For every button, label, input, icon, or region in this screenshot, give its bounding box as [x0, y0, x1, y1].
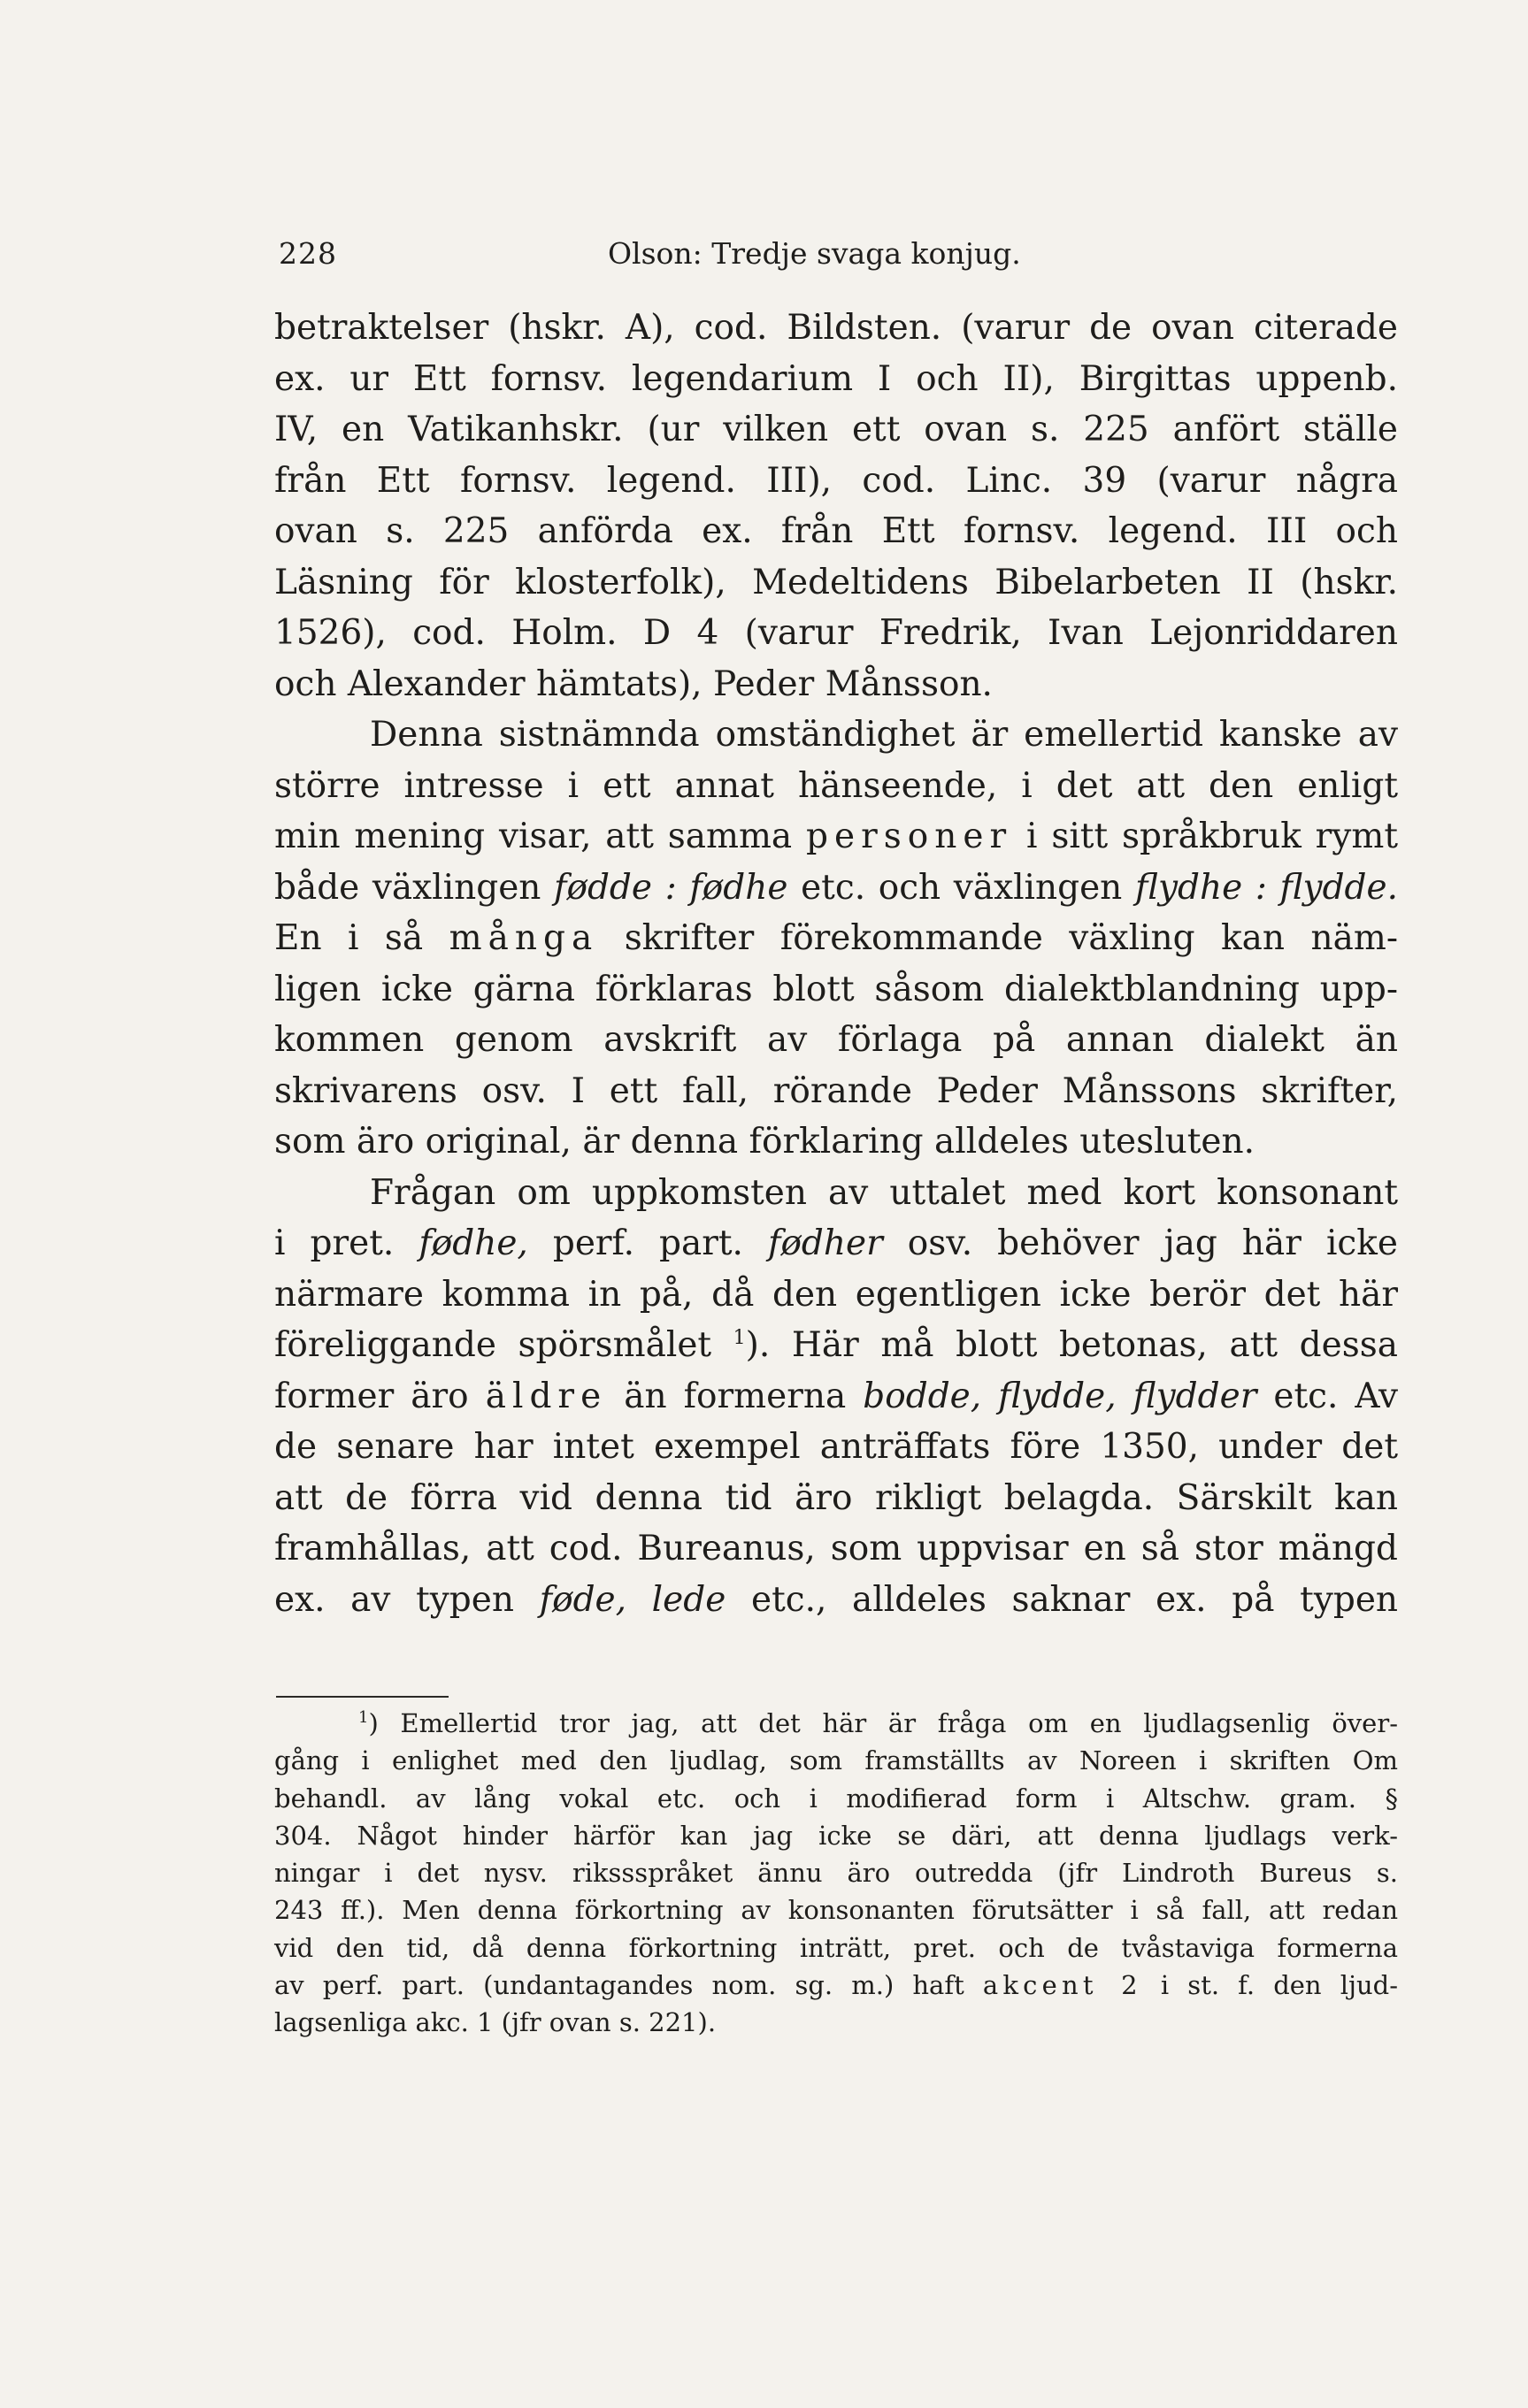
text-line: betraktelser (hskr. A), cod. Bildsten. (varur de ovan citerade: [274, 308, 1398, 348]
text-segment: i sitt språkbruk rymt: [1026, 817, 1398, 856]
text-line: Läsning för klosterfolk), Medeltidens Bibelarbeten II (hskr.: [274, 562, 1398, 602]
text-line: [274, 1575, 1398, 1626]
text-line: kommen genom avskrift av förlaga på annan dialekt än: [274, 1020, 1398, 1060]
italic-form: fødher: [768, 1223, 883, 1263]
text-segment: föreliggande spörsmålet: [274, 1325, 712, 1365]
text-line: större intresse i ett annat hänseende, i det att den enligt: [274, 765, 1398, 806]
footnote-line: 304. Något hinder härför kan jag icke se däri, att denna ljudlags verk-: [274, 1820, 1398, 1851]
text-segment: ex. av typen: [274, 1579, 514, 1620]
text-line: IV, en Vatikanhskr. (ur vilken ett ovan s. 225 anfört ställe: [274, 410, 1398, 449]
text-segment: än formerna: [624, 1376, 847, 1416]
text-segment: i pret.: [274, 1223, 395, 1263]
text-line: [274, 1371, 1398, 1423]
text-segment: av perf. part. (undantagandes nom. sg. m.) haft: [274, 1970, 964, 2001]
text-line: ligen icke gärna förklaras blott såsom dialektblandning upp-: [274, 969, 1398, 1009]
italic-form: flydhe : flydde.: [1134, 867, 1398, 908]
text-segment: både växlingen: [274, 867, 541, 908]
footnote-reference[interactable]: 1: [733, 1327, 746, 1349]
text-line: att de förra vid denna tid äro rikligt belagda. Särskilt kan: [274, 1477, 1398, 1518]
text-line: de senare har intet exempel anträffats före 1350, under det: [274, 1427, 1398, 1467]
text-line: från Ett fornsv. legend. III), cod. Linc. 39 (varur några: [274, 460, 1398, 501]
footnote-line: ningar i det nysv. rikssspråket ännu äro outredda (jfr Lindroth Bureus s.: [274, 1858, 1398, 1889]
text-line: framhållas, att cod. Bureanus, som uppvisar en så stor mängd: [274, 1529, 1398, 1568]
text-line: [274, 913, 1398, 964]
main-text: [274, 303, 1398, 1625]
text-segment: ) Emellertid tror jag, att det här är fråga om en ljudlagsenlig över-: [368, 1708, 1398, 1738]
footnote-line: [274, 1967, 1398, 2004]
text-segment: etc., alldeles saknar ex. på typen: [750, 1579, 1399, 1620]
text-line: skrivarens osv. I ett fall, rörande Peder Månssons skrifter,: [274, 1070, 1398, 1111]
page-header: [279, 232, 1402, 276]
italic-form: fødde : fødhe: [554, 867, 788, 908]
text-segment: former äro: [274, 1376, 469, 1416]
italic-form: føde, lede: [539, 1579, 726, 1620]
text-line: och Alexander hämtats), Peder Månsson.: [274, 663, 993, 704]
italic-form: bodde, flydde, flydder: [863, 1376, 1257, 1416]
footnote-line: gång i enlighet med den ljudlag, som framställts av Noreen i skriften Om: [274, 1745, 1398, 1776]
footnote: [274, 1705, 1398, 2042]
footnote-divider: [276, 1696, 449, 1698]
text-line: [274, 1218, 1398, 1269]
text-segment: etc. och växlingen: [801, 867, 1123, 908]
emphasis-spaced: personer: [806, 817, 1013, 856]
text-segment: En i så: [274, 918, 424, 958]
text-segment: perf. part.: [552, 1223, 743, 1263]
text-line: Denna sistnämnda omständighet är emellertid kanske av: [370, 715, 1398, 755]
text-line: [274, 863, 1398, 914]
text-segment: osv. behöver jag här icke: [907, 1223, 1398, 1263]
text-line: ovan s. 225 anförda ex. från Ett fornsv. legend. III och: [274, 511, 1398, 551]
text-line: som äro original, är denna förklaring alldeles utesluten.: [274, 1122, 1255, 1162]
footnote-line: lagsenliga akc. 1 (jfr ovan s. 221).: [274, 2007, 717, 2038]
text-segment: skrifter förekommande växling kan näm-: [624, 918, 1398, 958]
text-line: [274, 1320, 1398, 1371]
text-line: [274, 811, 1398, 863]
footnote-marker: 1: [358, 1708, 369, 1727]
italic-form: fødhe,: [418, 1223, 528, 1263]
text-segment: i st. f. den ljud-: [1160, 1970, 1399, 2001]
footnote-line: [274, 1705, 1398, 1742]
text-line: ex. ur Ett fornsv. legendarium I och II), Birgittas uppenb.: [274, 358, 1398, 399]
emphasis-spaced: akcent 2: [982, 1970, 1142, 2001]
text-line: 1526), cod. Holm. D 4 (varur Fredrik, Ivan Lejonriddaren: [274, 613, 1398, 653]
emphasis-spaced: många: [449, 918, 599, 958]
footnote-line: 243 ff.). Men denna förkortning av konsonanten förutsätter i så fall, att redan: [274, 1895, 1398, 1926]
text-line: närmare komma in på, då den egentligen icke berör det här: [274, 1274, 1398, 1315]
footnote-line: vid den tid, då denna förkortning inträtt, pret. och de tvåstaviga formerna: [274, 1932, 1398, 1963]
page-number: 228: [279, 236, 337, 271]
running-title: Olson: Tredje svaga konjug.: [608, 236, 1021, 271]
text-segment: min mening visar, att samma: [274, 817, 793, 856]
text-line: Frågan om uppkomsten av uttalet med kort konsonant: [370, 1172, 1398, 1213]
emphasis-spaced: äldre: [485, 1376, 608, 1416]
footnote-line: behandl. av lång vokal etc. och i modifierad form i Altschw. gram. §: [274, 1783, 1398, 1814]
text-segment: ). Här må blott betonas, att dessa: [745, 1325, 1398, 1365]
text-segment: etc. Av: [1273, 1376, 1399, 1416]
